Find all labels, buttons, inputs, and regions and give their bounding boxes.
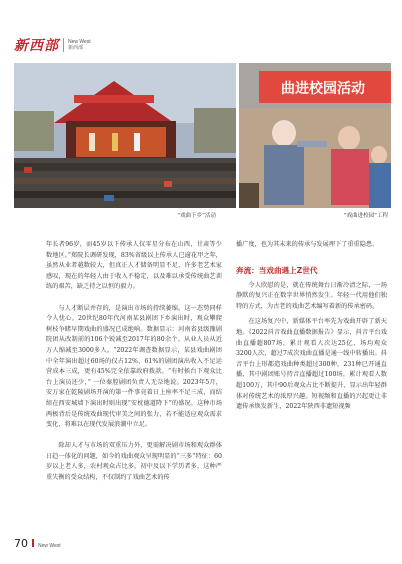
footer-magazine-name: New West — [38, 543, 61, 549]
magazine-logo: 新西部 — [14, 38, 59, 54]
page-number: 70 — [14, 537, 28, 550]
photo-caption-left: “戏曲下乡”活动 — [177, 213, 216, 219]
paragraph-left-1: 年长者96岁，而45岁以下传承人仅零星分布在山西、甘肃等少数地区。”郑院长调研发现，83%省级以上传承人已逾花甲之年，虽然从业者越数较大，但真正人才储备明显不足，许多老艺术家感叹，现在的年轻人由于收入不稳定，以及难以承受传统曲艺训练的艰苦，缺乏持之以恒的毅力。 — [46, 241, 222, 291]
section-heading: 奔流：当戏曲遇上Z世代 — [236, 265, 318, 275]
logo-subtitle-zh: 新西部 — [68, 45, 84, 51]
article-column-left — [46, 240, 222, 484]
paragraph-left-3: 除却人才与市场的双重压力外，更需解决剧市场和观众群体日趋一体化的问题，如今的戏曲观众呈现明显的“三多”特征：60岁以上老人多，农村观众占比多，初中及以下学历者多，这种严重失衡的受众结构，不仅制约了戏曲艺术的传 — [46, 442, 222, 482]
photo-opera-to-countryside-image — [14, 63, 236, 208]
paragraph-left-2: 与人才断层并存的，是演出市场的持续萎缩。这一态势同样令人忧心。20世纪80年代河南某县剧团下乡演出时，观众攀爬树枝争睹早期戏曲的盛况已成绝响。数据显示：河南省县级豫剧院团从改制前的106个锐减至2017年的80余个。从业人员从近万人缩减至3000多人。“2022年调查数据显示，某县戏曲剧团中全年演出超过60场的仅占12%，61%的剧团演出收入不足运营成本三成，更有45%完全依靠政府拨款。“有时候台下观众比台上演员还少，” 一位秦腔剧团负责人无奈地说。2023年5月，安万家在乾陵剧场开演的第一件事竟着日上座率不足三成，而结缔在西安城墙下演出时则出现“安枕德道降下”的盛况。这种市场两极背后是传统戏曲现代审美之间的张力，若不能适应观众需求变化，将难以在现代发展浪潮中立足。 — [46, 304, 222, 429]
logo-subtitle — [68, 39, 91, 51]
footer-accent-bar — [32, 539, 34, 547]
article-column-right — [236, 240, 387, 413]
photo-caption-right: “戏曲进校园”工程 — [343, 213, 388, 219]
photo-opera-on-campus — [239, 63, 391, 208]
magazine-header — [14, 36, 91, 54]
logo-divider — [63, 38, 64, 52]
paragraph-right-continuation: 播广度，也为其未来的传承与发展埋下了重重隐患。 — [236, 241, 379, 248]
logo-subtitle-en: New West — [68, 39, 91, 45]
campus-banner-text: 曲进校园活动 — [281, 81, 365, 97]
paragraph-right-2: 在这场复兴中，新媒体平台率先为戏曲开辟了新天地。《2022抖音戏曲直播数据报告》显示，抖音平台戏曲直播超807场，累计观看人次达25亿，场均观众3200人次，超过7成次戏曲直播是通一线中转播出。抖音平台上形都造戏曲种类超过300种，231种已开通直播，其中剧团账号持音直播超过100场，累计观看人数超100万，其中90后观众占比不断提升，显示出年轻群体对传统艺术的浓厚兴趣。短视频和直播的兴起更让非遗传承焕发新生，2022年陕西非遗短视频 — [236, 318, 387, 411]
page-footer — [14, 537, 61, 550]
photo-opera-on-campus-image — [239, 63, 391, 208]
paragraph-right-1: 令人欣慰的是，就在传统舞台日渐冷清之际，一场静默的复兴正在数字世界悄然发生。年轻一代用他们独特的方式，为古老的戏曲艺术编写着新的传承密码。 — [236, 281, 387, 310]
photo-opera-to-countryside — [14, 63, 236, 208]
